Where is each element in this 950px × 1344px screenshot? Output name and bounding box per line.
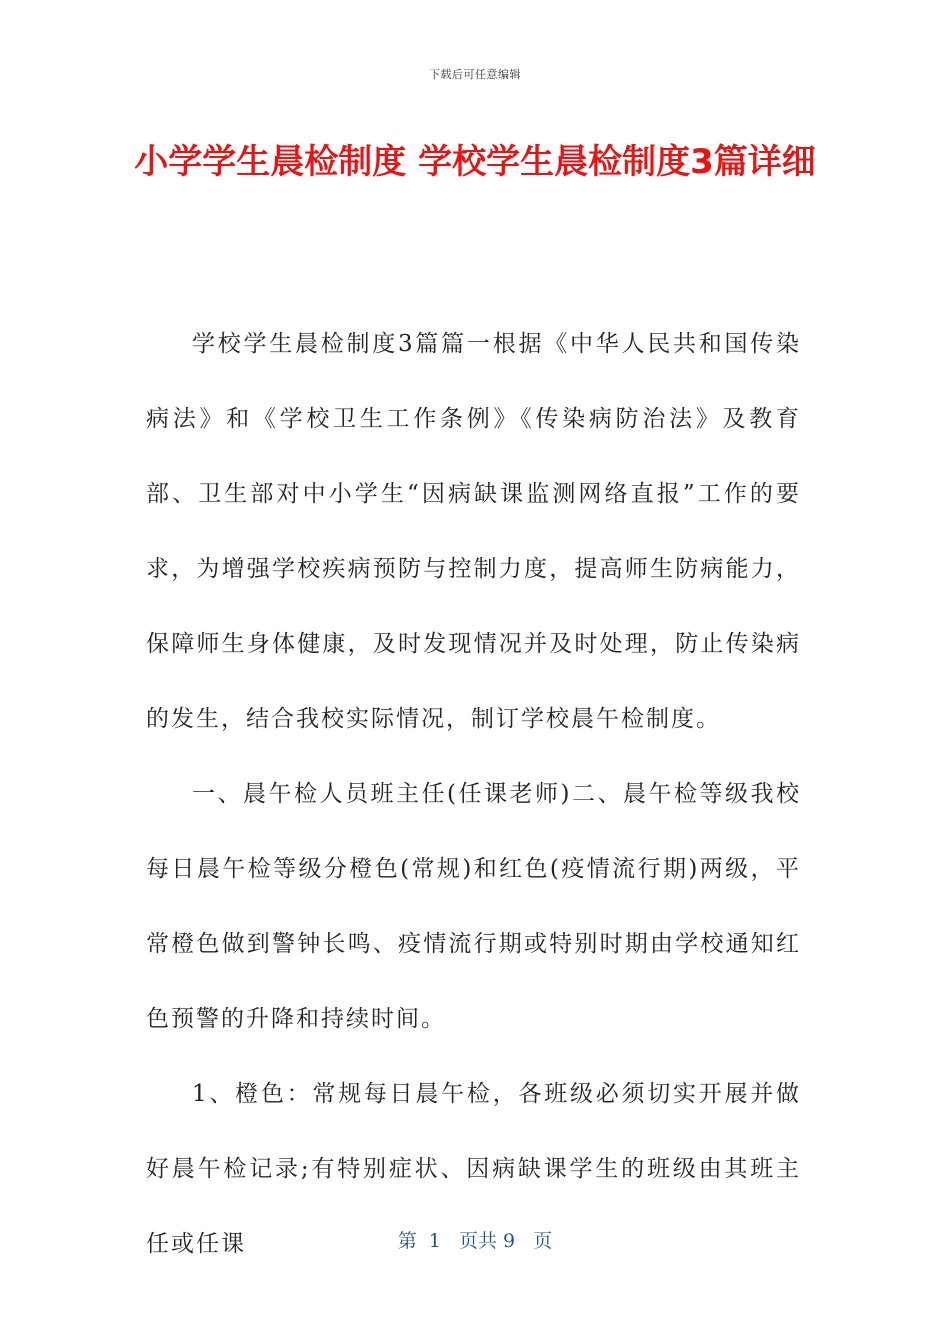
header-note: 下载后可任意编辑 <box>429 68 521 81</box>
paragraph-2: 一、晨午检人员班主任(任课老师)二、晨午检等级我校每日晨午检等级分橙色(常规)和红色(疫情流行期)两级，平常橙色做到警钟长鸣、疫情流行期或特别时期由学校通知红色预警的升降和持续时间。 <box>146 781 801 1032</box>
paragraph-3: 1、橙色：常规每日晨午检，各班级必须切实开展并做好晨午检记录;有特别症状、因病缺课学生的班级由其班主任或任课 <box>146 1081 801 1257</box>
paragraph-1: 学校学生晨检制度3篇篇一根据《中华人民共和国传染病法》和《学校卫生工作条例》《传染病防治法》及教育部、卫生部对中小学生“因病缺课监测网络直报”工作的要求，为增强学校疾病预防与控制力度，提高师生防病能力，保障师生身体健康，及时发现情况并及时处理，防止传染病的发生，结合我校实际情况，制订学校晨午检制度。 <box>146 331 801 732</box>
document-body <box>146 307 801 1282</box>
page-number-footer: 第 1 页共 9 页 <box>397 1230 553 1252</box>
document-title: 小学学生晨检制度 学校学生晨检制度3篇详细 <box>134 142 816 182</box>
